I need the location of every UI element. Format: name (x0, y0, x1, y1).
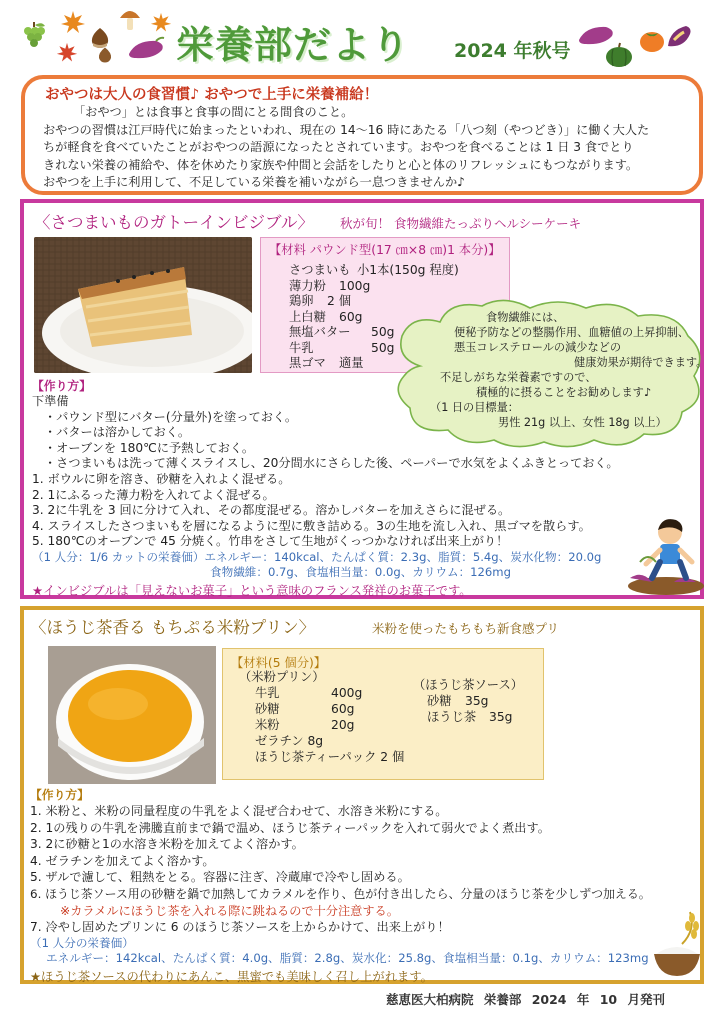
step-item: 5. ザルで濾して、粗熱をとる。容器に注ぎ、冷蔵庫で冷やし固める。 (30, 870, 410, 885)
ingredient-name: 黒ゴマ (289, 356, 326, 370)
cloud-line: 便秘予防などの整腸作用、血糖値の上昇抑制、 (454, 326, 689, 339)
ingredient-amount: 20g (331, 718, 355, 732)
ingredient-name: 牛乳 (255, 686, 280, 700)
ingredient-amount: 適量 (339, 356, 364, 370)
cloud-line: 食物繊維には、 (486, 311, 565, 324)
step-item: 4. ゼラチンを加えてよく溶かす。 (30, 853, 215, 868)
ingredient-row (289, 279, 501, 295)
persimmon-icon (638, 26, 666, 54)
ingredient-name: ほうじ茶 (427, 710, 477, 724)
intro-paragraph: おやつの習慣は江戸時代に始まったといわれ、現在の 14～16 時にあたる「八つ刻（やつどき）」に働く大人た (43, 122, 650, 137)
nutrition-line: 食物繊維：0.7g、食塩相当量：0.0g、カリウム：126mg (210, 564, 511, 579)
intro-paragraph: きれない栄養の補給や、体を休めたり家族や仲間と会話をしたりと心と体のリフレッシュにもつながります。 (43, 157, 639, 172)
chestnut-icon (96, 46, 114, 64)
step-item: 5. 180℃のオーブンで 45 分焼く。竹串をさして生地がくっつかなければ出来上がり！ (32, 534, 509, 549)
nutrition-line: （1 人分：1/6 カットの栄養価）エネルギー：140kcal、たんぱく質：2.3g、脂質：5.4g、炭水化物：20.0g (32, 549, 602, 564)
prep-item: ・オーブンを 180℃に予熱しておく。 (44, 440, 255, 455)
prep-heading: 下準備 (32, 394, 69, 408)
ingredients-heading: 【材料 パウンド型(17 ㎝×8 ㎝)1 本分)】 (269, 243, 501, 257)
warning-note: ※カラメルにほうじ茶を入れる際に跳ねるので十分注意する。 (60, 903, 399, 918)
prep-item: ・バターは溶かしておく。 (44, 425, 191, 440)
sub-heading: （ほうじ茶ソース） (413, 678, 524, 692)
ingredient-name: 上白糖 (289, 309, 326, 324)
ingredient-row (239, 701, 404, 717)
cloud-line: 男性 21g 以上、女性 18g 以上） (498, 416, 667, 429)
cloud-line: （1 日の目標量： (430, 401, 519, 414)
ingredient-row: ゼラチン 8g (255, 734, 324, 748)
grape-icon (20, 20, 48, 50)
ingredient-amount: 小1本(150g 程度) (357, 263, 459, 277)
recipe-rice-pudding (20, 606, 704, 984)
step-item: 1. ボウルに卵を溶き、砂糖を入れよく混ぜる。 (32, 471, 291, 486)
step-item: 3. 2に牛乳を 3 回に分けて入れ、その都度混ぜる。溶かしバターを加えさらに混ぜる。 (32, 503, 511, 518)
recipe-note: ★インビジブルは「見えないお菓子」という意味のフランス発祥のお菓子です。 (32, 583, 472, 598)
cloud-line: 悪玉コレステロールの減少などの (454, 341, 622, 354)
prep-item: ・さつまいもは洗って薄くスライスし、20分間水にさらした後、ペーパーで水気をよくふきとっておく。 (44, 456, 619, 471)
issue-label: 2024 年秋号 (454, 40, 571, 62)
recipe-subtitle: 米粉を使ったもちもち新食感プリ (372, 621, 560, 636)
step-item: 1. 米粉と、米粉の同量程度の牛乳をよく混ぜ合わせて、水溶き米粉にする。 (30, 804, 448, 818)
ingredient-name: 砂糖 (255, 702, 280, 716)
ingredient-row (239, 685, 404, 701)
ingredient-amount: 50g (371, 325, 395, 339)
recipe-title: 〈さつまいものガトーインビジブル〉 (34, 213, 314, 232)
intro-paragraph: 「おやつ」とは食事と食事の間にとる間食のこと。 (73, 105, 354, 119)
nutrition-line: エネルギー：142kcal、たんぱく質：4.0g、脂質：2.8g、炭水化：25.8g、食塩相当量：0.1g、カリウム：123mg (46, 950, 649, 965)
pudding-photo (48, 646, 216, 784)
method-heading: 【作り方】 (32, 379, 91, 393)
step-item: 6. ほうじ茶ソース用の砂糖を鍋で加熱してカラメルを作り、色が付き出したら、分量のほうじ茶を少しずつ加える。 (30, 886, 651, 901)
ingredient-row: ほうじ茶ティーパック 2 個 (255, 750, 405, 764)
nutrition-heading: （1 人分の栄養価） (30, 935, 134, 950)
ingredients-box (222, 648, 544, 780)
ingredient-amount: 60g (331, 702, 355, 716)
ingredient-amount: 50g (371, 340, 395, 355)
recipe-title: 〈ほうじ茶香る もちぷる米粉プリン〉 (30, 618, 316, 637)
cloud-line: 健康効果が期待できます。 (574, 356, 708, 369)
ingredient-name: 無塩バター (289, 325, 351, 339)
ingredients-heading: 【材料(5 個分)】 (231, 656, 327, 670)
method-section (32, 377, 632, 600)
step-item: 7. 冷やし固めたプリンに 6 のほうじ茶ソースを上からかけて、出来上がり！ (30, 920, 450, 935)
ingredient-row (413, 693, 523, 709)
newsletter-title: 栄養部だより (176, 23, 411, 67)
boy-digging-icon (622, 512, 704, 596)
cloud-line: 積極的に摂ることをお勧めします♪ (476, 386, 651, 399)
ingredient-amount: 35g (465, 694, 489, 708)
intro-paragraph: ちが軽食を食べていたことがおやつの語源になったとされています。おやつを食べることは 1 日 3 食でとり (43, 140, 634, 154)
page-header (0, 0, 724, 72)
intro-box (21, 75, 703, 195)
method-heading: 【作り方】 (30, 788, 89, 802)
ingredient-amount: 2 個 (327, 294, 352, 308)
recipe-sweet-potato (20, 199, 708, 599)
recipe-subtitle: 秋が旬！ 食物繊維たっぷりヘルシーケーキ (340, 216, 582, 231)
sub-heading: （米粉プリン） (239, 670, 325, 684)
ingredient-name: 鶏卵 (289, 294, 314, 308)
cake-photo (34, 237, 252, 373)
recipe-note: ★ほうじ茶ソースの代わりにあんこ、黒蜜でも美味しく召し上がれます。 (30, 969, 433, 984)
ingredient-amount: 100g (339, 278, 371, 293)
method-section (30, 786, 700, 986)
ingredient-amount: 35g (489, 710, 513, 724)
intro-heading: おやつは大人の食習慣♪ おやつで上手に栄養補給！ (45, 87, 379, 103)
prep-item: ・パウンド型にバター(分量外)を塗っておく。 (44, 409, 298, 424)
footer-publisher: 慈恵医大柏病院 栄養部 2024 年 10 月発刊 (386, 992, 665, 1007)
rice-bowl-icon (652, 910, 702, 980)
step-item: 3. 2に砂糖と1の水溶き米粉を加えてよく溶かす。 (30, 837, 304, 852)
ingredient-amount: 400g (331, 686, 363, 700)
step-item: 2. 1の残りの牛乳を沸騰直前まで鍋で温め、ほうじ茶ティーパックを入れて弱火でよく煮出す。 (30, 820, 550, 835)
maple-leaf-icon (60, 10, 86, 36)
ingredient-row (239, 717, 404, 733)
maple-leaf-icon (150, 12, 172, 34)
ingredient-name: さつまいも (289, 263, 351, 277)
maple-leaf-icon (56, 42, 78, 64)
ingredient-name: 砂糖 (427, 694, 452, 708)
sweet-potato-icon (664, 22, 694, 52)
ingredient-amount: 60g (339, 309, 363, 324)
intro-paragraph: おやつを上手に利用して、不足している栄養を補いながら一息つきませんか♪ (43, 175, 465, 189)
ingredient-name: 牛乳 (289, 340, 314, 355)
step-item: 2. 1にふるった薄力粉を入れてよく混ぜる。 (32, 487, 275, 502)
sweet-potato-icon (126, 36, 166, 62)
cloud-line: 不足しがちな栄養素ですので、 (440, 371, 597, 384)
ingredient-name: 米粉 (255, 718, 280, 732)
ingredient-row (289, 263, 501, 279)
ingredient-row (413, 709, 523, 725)
ingredient-name: 薄力粉 (289, 278, 326, 293)
mushroom-icon (118, 6, 142, 32)
step-item: 4. スライスしたさつまいもを層になるように型に敷き詰める。3の生地を流し入れ、黒ゴマを散らす。 (32, 518, 591, 533)
pumpkin-icon (604, 42, 634, 68)
